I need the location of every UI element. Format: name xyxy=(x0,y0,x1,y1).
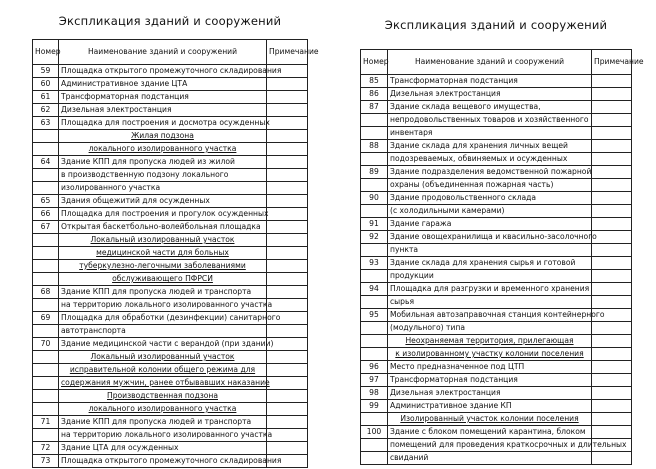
row-note-cell xyxy=(592,283,632,296)
row-note-cell xyxy=(267,351,308,364)
table-row xyxy=(361,205,632,218)
table-row xyxy=(33,299,308,312)
row-number-cell: 92 xyxy=(361,231,388,244)
section-heading-row xyxy=(33,130,308,143)
row-name-cell: сырья xyxy=(388,296,592,309)
row-note-cell xyxy=(592,179,632,192)
row-note-cell xyxy=(267,260,308,273)
table-body xyxy=(33,65,308,468)
row-note-cell xyxy=(267,78,308,91)
table-row xyxy=(361,426,632,439)
section-heading-row xyxy=(361,413,632,426)
table-row xyxy=(361,166,632,179)
row-name-cell: к изолированному участку колонии поселения xyxy=(388,348,592,361)
row-name-cell: Трансформаторная подстанция xyxy=(388,75,592,88)
row-note-cell xyxy=(267,104,308,117)
row-name-cell: Производственная подзона xyxy=(59,390,267,403)
row-note-cell xyxy=(267,234,308,247)
row-note-cell xyxy=(592,114,632,127)
table-row xyxy=(33,455,308,468)
row-number-cell xyxy=(361,270,388,283)
row-number-cell: 100 xyxy=(361,426,388,439)
section-heading-row xyxy=(33,273,308,286)
row-name-cell: подозреваемых, обвиняемых и осужденных xyxy=(388,153,592,166)
section-heading-row xyxy=(33,247,308,260)
table-row xyxy=(361,400,632,413)
row-name-cell: Здание КПП для пропуска людей и транспорта xyxy=(59,286,267,299)
row-note-cell xyxy=(592,244,632,257)
explication-table xyxy=(360,49,644,465)
row-number-cell: 95 xyxy=(361,309,388,322)
row-note-cell xyxy=(592,361,632,374)
row-number-cell: 96 xyxy=(361,361,388,374)
row-name-cell: Площадка для построения и досмотра осужденных xyxy=(59,117,267,130)
header-name: Наименование зданий и сооружений xyxy=(388,50,592,75)
row-name-cell: Здание овощехранилища и квасильно-засолочного xyxy=(388,231,592,244)
row-name-cell: Административное здание ЦТА xyxy=(59,78,267,91)
table-header-row xyxy=(33,40,308,65)
table-row xyxy=(361,153,632,166)
row-note-cell xyxy=(267,221,308,234)
row-number-cell xyxy=(361,348,388,361)
row-number-cell xyxy=(33,247,59,260)
row-name-cell: медицинской части для больных xyxy=(59,247,267,260)
row-note-cell xyxy=(592,218,632,231)
section-heading-row xyxy=(361,348,632,361)
row-number-cell: 98 xyxy=(361,387,388,400)
explication-table xyxy=(32,39,319,468)
table-row xyxy=(361,114,632,127)
table-row xyxy=(33,416,308,429)
row-note-cell xyxy=(592,413,632,426)
header-number: Номер xyxy=(33,40,59,65)
row-name-cell: локального изолированного участка xyxy=(59,403,267,416)
table-row xyxy=(361,257,632,270)
table-row xyxy=(33,325,308,338)
row-name-cell: Открытая баскетбольно-волейбольная площадка xyxy=(59,221,267,234)
table-row xyxy=(361,140,632,153)
row-note-cell xyxy=(592,270,632,283)
table-row xyxy=(361,218,632,231)
row-name-cell: локального изолированного участка xyxy=(59,143,267,156)
table-row xyxy=(33,156,308,169)
row-name-cell: Дизельная электростанция xyxy=(59,104,267,117)
table-row xyxy=(33,208,308,221)
row-number-cell: 72 xyxy=(33,442,59,455)
table-row xyxy=(361,192,632,205)
row-number-cell: 70 xyxy=(33,338,59,351)
row-name-cell: содержания мужчин, ранее отбывавших наказание xyxy=(59,377,267,390)
table-row xyxy=(33,182,308,195)
row-name-cell: автотранспорта xyxy=(59,325,267,338)
row-note-cell xyxy=(267,117,308,130)
table-row xyxy=(361,75,632,88)
table-row xyxy=(361,296,632,309)
row-note-cell xyxy=(592,166,632,179)
section-heading-row xyxy=(33,143,308,156)
row-name-cell: Дизельная электростанция xyxy=(388,88,592,101)
row-note-cell xyxy=(592,374,632,387)
row-name-cell: Площадка для построения и прогулок осужденных xyxy=(59,208,267,221)
row-name-cell: Здание медицинской части с верандой (при здании) xyxy=(59,338,267,351)
row-note-cell xyxy=(267,299,308,312)
row-number-cell: 61 xyxy=(33,91,59,104)
row-note-cell xyxy=(267,169,308,182)
row-note-cell xyxy=(267,325,308,338)
row-name-cell: Здания общежитий для осужденных xyxy=(59,195,267,208)
row-name-cell: Здание КПП для пропуска людей и транспорта xyxy=(59,416,267,429)
header-note: Примечание xyxy=(267,40,308,65)
row-name-cell: Мобильная автозаправочная станция контейнерного xyxy=(388,309,592,322)
sheet-title: Экспликация зданий и сооружений xyxy=(384,18,608,32)
section-heading-row xyxy=(33,234,308,247)
row-name-cell: Площадка для обработки (дезинфекции) санитарного xyxy=(59,312,267,325)
header-number: Номер xyxy=(361,50,388,75)
row-name-cell: на территорию локального изолированного участка xyxy=(59,429,267,442)
row-note-cell xyxy=(592,426,632,439)
row-number-cell xyxy=(33,169,59,182)
table-row xyxy=(361,387,632,400)
table-row xyxy=(361,270,632,283)
row-note-cell xyxy=(267,377,308,390)
section-heading-row xyxy=(33,377,308,390)
row-name-cell: на территорию локального изолированного участка xyxy=(59,299,267,312)
row-number-cell: 66 xyxy=(33,208,59,221)
row-number-cell: 99 xyxy=(361,400,388,413)
row-number-cell: 91 xyxy=(361,218,388,231)
row-number-cell xyxy=(33,390,59,403)
row-number-cell: 60 xyxy=(33,78,59,91)
row-number-cell: 94 xyxy=(361,283,388,296)
table-body xyxy=(361,75,632,465)
row-number-cell xyxy=(33,403,59,416)
table-row xyxy=(361,322,632,335)
table-row xyxy=(361,88,632,101)
row-name-cell: Локальный изолированный участок xyxy=(59,234,267,247)
row-number-cell xyxy=(33,130,59,143)
row-note-cell xyxy=(592,231,632,244)
row-number-cell xyxy=(361,114,388,127)
row-number-cell xyxy=(33,377,59,390)
row-number-cell xyxy=(361,127,388,140)
row-number-cell: 65 xyxy=(33,195,59,208)
row-number-cell xyxy=(33,273,59,286)
row-number-cell: 97 xyxy=(361,374,388,387)
row-number-cell xyxy=(361,335,388,348)
row-number-cell xyxy=(361,205,388,218)
row-name-cell: обслуживающего ПФРСИ xyxy=(59,273,267,286)
row-note-cell xyxy=(267,364,308,377)
row-note-cell xyxy=(267,143,308,156)
row-number-cell xyxy=(33,260,59,273)
row-name-cell: Здание с блоком помещений карантина, блоком xyxy=(388,426,592,439)
row-note-cell xyxy=(267,390,308,403)
table-row xyxy=(33,195,308,208)
row-name-cell: Здание продовольственного склада xyxy=(388,192,592,205)
row-number-cell: 68 xyxy=(33,286,59,299)
row-number-cell xyxy=(361,413,388,426)
row-name-cell: Здание гаража xyxy=(388,218,592,231)
table-row xyxy=(33,442,308,455)
row-name-cell: Локальный изолированный участок xyxy=(59,351,267,364)
section-heading-row xyxy=(33,364,308,377)
row-note-cell xyxy=(267,429,308,442)
row-note-cell xyxy=(592,192,632,205)
row-name-cell: (с холодильными камерами) xyxy=(388,205,592,218)
row-note-cell xyxy=(267,416,308,429)
row-number-cell xyxy=(361,179,388,192)
table-row xyxy=(33,104,308,117)
row-number-cell: 85 xyxy=(361,75,388,88)
row-note-cell xyxy=(267,182,308,195)
row-name-cell: Изолированный участок колонии поселения xyxy=(388,413,592,426)
table-row xyxy=(33,312,308,325)
row-note-cell xyxy=(267,286,308,299)
row-number-cell xyxy=(361,296,388,309)
table-row xyxy=(361,244,632,257)
row-number-cell: 67 xyxy=(33,221,59,234)
table-row xyxy=(33,78,308,91)
row-note-cell xyxy=(592,257,632,270)
section-heading-row xyxy=(33,390,308,403)
row-name-cell: свиданий xyxy=(388,452,592,465)
row-number-cell: 87 xyxy=(361,101,388,114)
row-note-cell xyxy=(592,127,632,140)
section-heading-row xyxy=(33,403,308,416)
row-note-cell xyxy=(592,452,632,465)
table-row xyxy=(33,169,308,182)
row-note-cell xyxy=(267,130,308,143)
row-name-cell: помещений для проведения краткосрочных и длительных xyxy=(388,439,592,452)
row-name-cell: Здание подразделения ведомственной пожарной xyxy=(388,166,592,179)
row-number-cell xyxy=(33,364,59,377)
row-number-cell xyxy=(33,299,59,312)
row-name-cell: Площадка для разгрузки и временного хранения xyxy=(388,283,592,296)
row-note-cell xyxy=(592,335,632,348)
section-heading-row xyxy=(33,260,308,273)
row-note-cell xyxy=(267,247,308,260)
row-note-cell xyxy=(267,442,308,455)
row-name-cell: в производственную подзону локального xyxy=(59,169,267,182)
row-number-cell: 90 xyxy=(361,192,388,205)
row-number-cell xyxy=(361,322,388,335)
header-note: Примечание xyxy=(592,50,632,75)
row-name-cell: Место предназначенное под ЦТП xyxy=(388,361,592,374)
row-name-cell: Здание склада вещевого имущества, xyxy=(388,101,592,114)
row-name-cell: Здание склада для хранения сырья и готовой xyxy=(388,257,592,270)
row-name-cell: туберкулезно-легочными заболеваниями xyxy=(59,260,267,273)
row-number-cell xyxy=(33,429,59,442)
section-heading-row xyxy=(361,335,632,348)
row-name-cell: (модульного) типа xyxy=(388,322,592,335)
row-number-cell xyxy=(361,153,388,166)
row-note-cell xyxy=(592,296,632,309)
row-name-cell: Площадка открытого промежуточного складирования xyxy=(59,65,267,78)
table-row xyxy=(33,286,308,299)
header-name: Наименование зданий и сооружений xyxy=(59,40,267,65)
row-number-cell: 93 xyxy=(361,257,388,270)
table-row xyxy=(33,221,308,234)
table-row xyxy=(361,309,632,322)
section-heading-row xyxy=(33,351,308,364)
row-number-cell: 62 xyxy=(33,104,59,117)
table-row xyxy=(361,179,632,192)
row-note-cell xyxy=(592,101,632,114)
row-number-cell xyxy=(361,452,388,465)
row-number-cell xyxy=(361,244,388,257)
row-name-cell: пункта xyxy=(388,244,592,257)
table-row xyxy=(361,127,632,140)
table-row xyxy=(33,117,308,130)
row-name-cell: Неохраняемая территория, прилегающая xyxy=(388,335,592,348)
row-number-cell xyxy=(33,234,59,247)
sheet-title: Экспликация зданий и сооружений xyxy=(58,14,282,28)
row-note-cell xyxy=(592,400,632,413)
table-row xyxy=(361,452,632,465)
row-note-cell xyxy=(592,387,632,400)
row-note-cell xyxy=(267,403,308,416)
row-name-cell: Дизельная электростанция xyxy=(388,387,592,400)
row-note-cell xyxy=(267,91,308,104)
row-name-cell: охраны (объединенная пожарная часть) xyxy=(388,179,592,192)
row-note-cell xyxy=(592,140,632,153)
table-row xyxy=(33,338,308,351)
table-row xyxy=(361,374,632,387)
table-header-row xyxy=(361,50,632,75)
table-row xyxy=(361,361,632,374)
row-name-cell: инвентаря xyxy=(388,127,592,140)
row-name-cell: Площадка открытого промежуточного складирования xyxy=(59,455,267,468)
row-name-cell: продукции xyxy=(388,270,592,283)
row-number-cell: 86 xyxy=(361,88,388,101)
row-name-cell: Трансформаторная подстанция xyxy=(59,91,267,104)
row-note-cell xyxy=(592,348,632,361)
row-number-cell: 89 xyxy=(361,166,388,179)
row-name-cell: Здание ЦТА для осужденных xyxy=(59,442,267,455)
row-number-cell xyxy=(33,143,59,156)
row-number-cell: 73 xyxy=(33,455,59,468)
table-row xyxy=(33,429,308,442)
table-row xyxy=(33,65,308,78)
row-note-cell xyxy=(267,156,308,169)
table-row xyxy=(361,283,632,296)
row-number-cell xyxy=(361,439,388,452)
row-name-cell: Жилая подзона xyxy=(59,130,267,143)
row-number-cell: 69 xyxy=(33,312,59,325)
row-number-cell xyxy=(33,325,59,338)
row-name-cell: Административное здание КП xyxy=(388,400,592,413)
row-number-cell xyxy=(33,182,59,195)
table-row xyxy=(361,231,632,244)
table-row xyxy=(361,439,632,452)
row-note-cell xyxy=(592,75,632,88)
row-number-cell: 63 xyxy=(33,117,59,130)
row-note-cell xyxy=(592,205,632,218)
row-number-cell: 71 xyxy=(33,416,59,429)
row-note-cell xyxy=(592,322,632,335)
row-name-cell: Здание склада для хранения личных вещей xyxy=(388,140,592,153)
row-name-cell: Трансформаторная подстанция xyxy=(388,374,592,387)
row-name-cell: Здание КПП для пропуска людей из жилой xyxy=(59,156,267,169)
row-name-cell: непродовольственных товаров и хозяйственного xyxy=(388,114,592,127)
table-row xyxy=(361,101,632,114)
row-name-cell: исправительной колонии общего режима для xyxy=(59,364,267,377)
row-number-cell: 88 xyxy=(361,140,388,153)
row-note-cell xyxy=(267,195,308,208)
row-note-cell xyxy=(267,273,308,286)
row-name-cell: изолированного участка xyxy=(59,182,267,195)
row-note-cell xyxy=(592,153,632,166)
table-row xyxy=(33,91,308,104)
row-note-cell xyxy=(267,208,308,221)
row-number-cell xyxy=(33,351,59,364)
row-number-cell: 59 xyxy=(33,65,59,78)
row-note-cell xyxy=(592,88,632,101)
row-number-cell: 64 xyxy=(33,156,59,169)
